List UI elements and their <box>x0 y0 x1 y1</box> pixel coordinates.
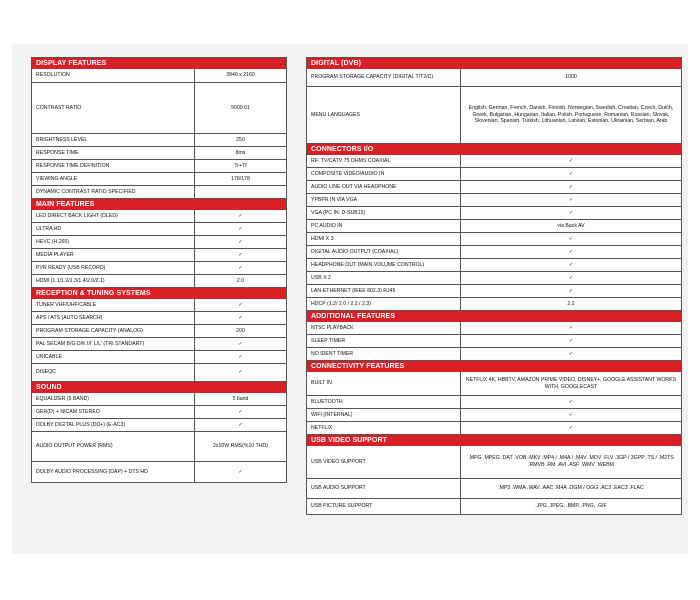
spec-value: .MPG .MPEG .DAT .VOB .MKV .MP4 / .M4A / .M4V .MOV .FLV .3GP / 3GPP .TS / .M2TS .RMVB .RM .AVI .ASF .WMV .WEBM <box>468 455 674 468</box>
check-icon: ✓ <box>568 411 574 418</box>
spec-row <box>306 409 682 422</box>
spec-row <box>31 432 287 462</box>
check-icon: ✓ <box>238 225 243 232</box>
check-icon: ✓ <box>568 424 574 431</box>
spec-row <box>31 223 287 236</box>
spec-label: CONTRAST RATIO <box>32 83 195 133</box>
spec-label: VGA (PC IN: D-SUB15) <box>307 207 461 219</box>
check-icon: ✓ <box>238 238 243 245</box>
spec-row <box>31 160 287 173</box>
check-icon: ✓ <box>238 340 243 347</box>
spec-row <box>306 207 682 220</box>
check-icon: ✓ <box>568 209 574 216</box>
spec-label: NO IDENT TIMER <box>307 348 461 360</box>
spec-row <box>31 83 287 134</box>
spec-row <box>31 173 287 186</box>
spec-row <box>31 393 287 406</box>
spec-label: LED DIRECT BACK LIGHT (DLED) <box>32 210 195 222</box>
section-header-connectivity-features: CONNECTIVITY FEATURES <box>306 361 682 372</box>
spec-row <box>306 233 682 246</box>
check-icon: ✓ <box>568 337 574 344</box>
spec-label: DISEQC <box>32 364 195 381</box>
spec-label: EQUALIZER (5 BAND) <box>32 393 195 405</box>
spec-label: UNICABLE <box>32 351 195 363</box>
spec-label: BUILT IN <box>307 372 461 395</box>
spec-label: GER(D) + NICAM STEREO <box>32 406 195 418</box>
spec-row <box>31 186 287 199</box>
check-icon: ✓ <box>568 261 574 268</box>
spec-sheet <box>12 44 688 554</box>
spec-label: USB PICTURE SUPPORT <box>307 499 461 514</box>
check-icon: ✓ <box>568 287 574 294</box>
check-icon: ✓ <box>238 421 243 428</box>
spec-row <box>306 298 682 311</box>
check-icon: ✓ <box>568 398 574 405</box>
spec-row <box>31 325 287 338</box>
spec-label: USB VIDEO SUPPORT <box>307 446 461 478</box>
check-icon: ✓ <box>568 324 574 331</box>
spec-row <box>306 479 682 499</box>
spec-value <box>195 186 286 198</box>
check-icon: ✓ <box>238 468 243 475</box>
section-header-sound: SOUND <box>31 382 287 393</box>
spec-label: RESOLUTION <box>32 69 195 82</box>
spec-label: RESPONSE TIME <box>32 147 195 159</box>
spec-value: .JPG .JPEG, .BMP, .PNG, .GIF <box>535 503 607 510</box>
spec-row <box>306 499 682 515</box>
check-icon: ✓ <box>238 212 243 219</box>
check-icon: ✓ <box>568 196 574 203</box>
spec-row <box>31 134 287 147</box>
spec-label: HEVC (H.265) <box>32 236 195 248</box>
spec-label: PVR READY (USB RECORD) <box>32 262 195 274</box>
check-icon: ✓ <box>568 183 574 190</box>
spec-value: NETFLIX 4K, HBBTV, AMAZON PRIME VIDEO, DISNEY+, GOOGLE ASSISTANT WORKS WITH, GOOGLECAST <box>465 376 677 390</box>
spec-label: NTSC PLAYBACK <box>307 322 461 334</box>
spec-label: USB X 2 <box>307 272 461 284</box>
spec-label: APS / ATS (AUTO SEARCH) <box>32 312 195 324</box>
spec-label: RF: TV/CATV 75 OHMS COAXIAL <box>307 155 461 167</box>
spec-row <box>306 220 682 233</box>
spec-row <box>306 194 682 207</box>
spec-label: ULTRA HD <box>32 223 195 235</box>
spec-row <box>31 249 287 262</box>
spec-row <box>31 364 287 382</box>
spec-value: 1000 <box>565 74 577 81</box>
spec-value: 3840 x 2160 <box>226 72 255 79</box>
spec-value: 200 <box>236 327 245 334</box>
spec-row <box>31 147 287 160</box>
spec-row <box>306 372 682 396</box>
spec-value: 2.2 <box>567 300 575 307</box>
spec-label: DOLBY DIGITAL PLUS (DD+) (E-AC3) <box>32 419 195 431</box>
spec-label: RESPONSE TIME DEFINITION <box>32 160 195 172</box>
spec-value: English, German, French, Danish, Finnish, Norwegian, Swedish, Croatian, Czech, Dutch, Greek, Bulgarian, Hungarian, Italian, Polish, Portuguese, Romanian, Russian, Slovak, Slovenian, Spanish, Turkish, Lithuanian, Latvian, Estonian, Ukrainian, Serbian, Arab <box>468 105 674 125</box>
section-header-display-features: DISPLAY FEATURES <box>31 57 287 69</box>
spec-label: NETFLIX <box>307 422 461 434</box>
spec-row <box>31 299 287 312</box>
section-header-connectors-i-o: CONNECTORS I/O <box>306 144 682 155</box>
check-icon: ✓ <box>238 301 243 308</box>
spec-row <box>31 312 287 325</box>
spec-row <box>31 210 287 223</box>
check-icon: ✓ <box>238 369 243 376</box>
check-icon: ✓ <box>238 314 243 321</box>
spec-label: HDMI (1.1/1.2/1.3/1.4/2.0/2.1) <box>32 275 195 287</box>
spec-row <box>306 155 682 168</box>
section-header-additional-features: ADDITIONAL FEATURES <box>306 311 682 322</box>
spec-label: SLEEP TIMER <box>307 335 461 347</box>
spec-label: DYNAMIC CONTRAST RATIO SPECIFIED <box>32 186 195 198</box>
spec-label: VIEWING ANGLE <box>32 173 195 185</box>
spec-label: TUNER VHF/UHF/CABLE <box>32 299 195 311</box>
right-spec-column <box>306 57 682 515</box>
check-icon: ✓ <box>238 353 243 360</box>
check-icon: ✓ <box>238 408 243 415</box>
spec-row <box>31 462 287 483</box>
check-icon: ✓ <box>568 248 574 255</box>
check-icon: ✓ <box>238 264 243 271</box>
section-header-reception-tuning-systems: RECEPTION & TUNING SYSTEMS <box>31 288 287 299</box>
check-icon: ✓ <box>568 170 574 177</box>
spec-value: 2.0 <box>236 277 245 284</box>
spec-value: 250 <box>236 136 245 143</box>
spec-label: COMPOSITE VIDEO/AUDIO IN <box>307 168 461 180</box>
spec-row <box>306 181 682 194</box>
spec-label: PC AUDIO IN <box>307 220 461 232</box>
spec-label: DOLBY AUDIO PROCESSING (DAP) + DTS HD <box>32 462 195 482</box>
spec-value: 2x10W RMS(%10 THD) <box>213 443 268 450</box>
spec-label: BRIGHTNESS LEVEL <box>32 134 195 146</box>
check-icon: ✓ <box>568 157 574 164</box>
spec-label: LAN-ETHERNET (IEEE 802.3) RJ45 <box>307 285 461 297</box>
check-icon: ✓ <box>568 274 574 281</box>
spec-value: 178/178 <box>231 175 250 182</box>
section-header-usb-video-support: USB VIDEO SUPPORT <box>306 435 682 446</box>
spec-label: BLUETOOTH <box>307 396 461 408</box>
spec-label: PROGRAM STORAGE CAPACITY (ANALOG) <box>32 325 195 337</box>
spec-value: 5 band <box>232 395 249 402</box>
spec-row <box>31 275 287 288</box>
spec-row <box>306 446 682 479</box>
spec-label: PROGRAM STORAGE CAPACITY (DIGITAL T/T2/C) <box>307 69 461 86</box>
spec-label: HEADPHONE OUT (MAIN VOLUME CONTROL) <box>307 259 461 271</box>
spec-row <box>306 348 682 361</box>
spec-label: USB AUDIO SUPPORT <box>307 479 461 498</box>
spec-label: PAL SECAM B/G D/K I/I' L/L' (TRI STANDART) <box>32 338 195 350</box>
spec-row <box>306 422 682 435</box>
spec-label: DIGITAL AUDIO OUTPUT (COAXIAL) <box>307 246 461 258</box>
spec-row <box>306 168 682 181</box>
spec-row <box>306 285 682 298</box>
spec-label: MEDIA PLAYER <box>32 249 195 261</box>
spec-row <box>31 338 287 351</box>
spec-row <box>31 406 287 419</box>
section-header-main-features: MAIN FEATURES <box>31 199 287 210</box>
spec-label: YPBPR IN VIA VGA <box>307 194 461 206</box>
spec-row <box>31 351 287 364</box>
spec-label: WIFI (INTERNAL) <box>307 409 461 421</box>
spec-row <box>306 259 682 272</box>
section-header-digital-dvb: DIGITAL (DVB) <box>306 57 682 69</box>
spec-row <box>306 272 682 285</box>
spec-row <box>306 87 682 144</box>
spec-value: via Back AV <box>557 222 585 229</box>
check-icon: ✓ <box>238 251 243 258</box>
spec-label: HDMI X 3 <box>307 233 461 245</box>
check-icon: ✓ <box>568 350 574 357</box>
spec-label: MENU LANGUAGES <box>307 87 461 143</box>
spec-value: .MP3 .WMA .WAV .AAC .M4A .OGM / OGG .AC3 .EAC3 .FLAC <box>498 485 644 492</box>
spec-row <box>31 262 287 275</box>
spec-value: 8ms <box>235 149 246 156</box>
spec-row <box>306 69 682 87</box>
left-spec-column <box>31 57 287 483</box>
spec-row <box>306 246 682 259</box>
spec-label: HDCP (1.2/ 2.0 / 2.2 / 2.3) <box>307 298 461 310</box>
spec-row <box>306 396 682 409</box>
spec-label: AUDIO OUTPUT POWER (RMS) <box>32 432 195 461</box>
check-icon: ✓ <box>568 235 574 242</box>
spec-label: AUDIO LINE OUT VIA HEADPHONE <box>307 181 461 193</box>
spec-row <box>31 419 287 432</box>
spec-row <box>31 236 287 249</box>
spec-value: 5000:01 <box>231 104 250 111</box>
spec-row <box>306 322 682 335</box>
spec-value: Tr+Tf <box>234 162 247 169</box>
spec-row <box>306 335 682 348</box>
spec-row <box>31 69 287 83</box>
